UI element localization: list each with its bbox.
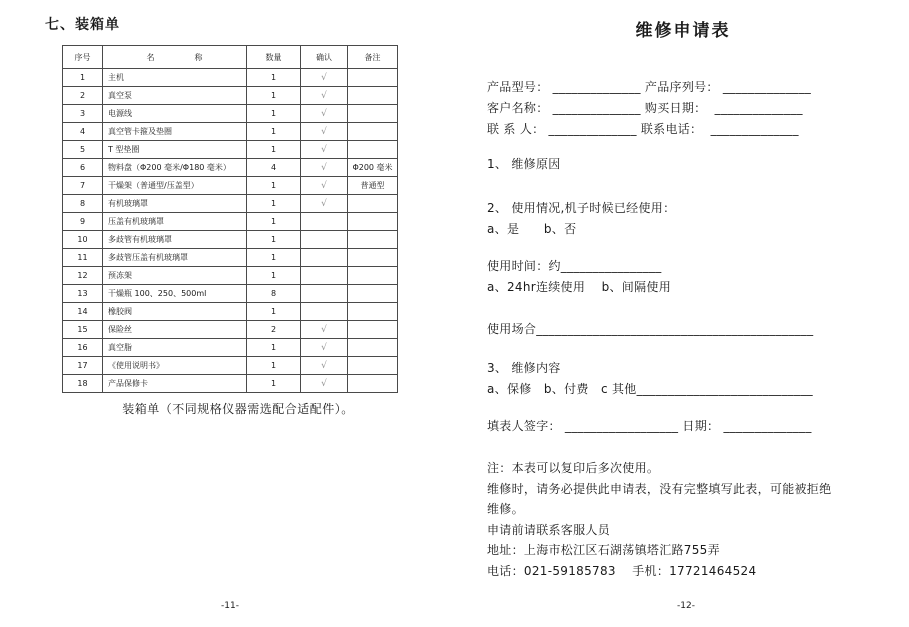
col-header-check: 确认 xyxy=(301,46,348,69)
item-qty-cell: 8 xyxy=(247,285,301,303)
row-no-cell: 3 xyxy=(63,105,103,123)
row-no-cell: 9 xyxy=(63,213,103,231)
item-qty-cell: 1 xyxy=(247,213,301,231)
item-remark-cell xyxy=(348,339,398,357)
page-number-left: -11- xyxy=(221,601,239,611)
item-qty-cell: 1 xyxy=(247,375,301,393)
table-row xyxy=(63,249,398,267)
section-heading: 七、装箱单 xyxy=(45,17,120,33)
item-check-cell xyxy=(301,303,348,321)
item-name-cell: 真空泵 xyxy=(103,87,247,105)
table-row xyxy=(63,141,398,159)
table-caption: 装箱单（不同规格仪器需选配合适配件）。 xyxy=(122,402,354,416)
address-line: 地址：上海市松江区石湖荡镇塔汇路755弄 xyxy=(487,543,720,557)
item-remark-cell xyxy=(348,87,398,105)
row-no-cell: 12 xyxy=(63,267,103,285)
table-row xyxy=(63,267,398,285)
item-remark-cell xyxy=(348,375,398,393)
item-remark-cell xyxy=(348,357,398,375)
row-no-cell: 2 xyxy=(63,87,103,105)
item-qty-cell: 1 xyxy=(247,141,301,159)
item-remark-cell xyxy=(348,231,398,249)
packing-table-body xyxy=(63,69,398,393)
item-remark-cell: 普通型 xyxy=(348,177,398,195)
item-remark-cell xyxy=(348,249,398,267)
item-name-cell: 干燥架（普通型/压盖型） xyxy=(103,177,247,195)
packing-table-header xyxy=(63,46,398,69)
row-no-cell: 16 xyxy=(63,339,103,357)
form-title: 维修申请表 xyxy=(635,21,731,41)
usage-time-block xyxy=(487,256,859,298)
table-row xyxy=(63,357,398,375)
table-row xyxy=(63,231,398,249)
item-remark-cell xyxy=(348,69,398,87)
table-row xyxy=(63,123,398,141)
item-name-cell: 产品保修卡 xyxy=(103,375,247,393)
row-no-cell: 6 xyxy=(63,159,103,177)
row-no-cell: 18 xyxy=(63,375,103,393)
item-qty-cell: 1 xyxy=(247,357,301,375)
item-check-cell: √ xyxy=(301,69,348,87)
usage-status-block xyxy=(487,198,859,240)
note-copy-line: 注：本表可以复印后多次使用。 xyxy=(487,461,660,475)
packing-list-table xyxy=(62,45,398,393)
page-right xyxy=(487,0,859,581)
item-check-cell: √ xyxy=(301,321,348,339)
col-header-remark: 备注 xyxy=(348,46,398,69)
table-row xyxy=(63,105,398,123)
item-qty-cell: 1 xyxy=(247,177,301,195)
item-name-cell: T 型垫圈 xyxy=(103,141,247,159)
item-check-cell: √ xyxy=(301,105,348,123)
item-qty-cell: 1 xyxy=(247,303,301,321)
item-qty-cell: 1 xyxy=(247,231,301,249)
item-remark-cell xyxy=(348,141,398,159)
repair-content-options: a、保修 b、付费 c 其他____________________________ xyxy=(487,382,813,396)
contact-person-line: 联 系 人： ______________ 联系电话： ______________ xyxy=(487,122,799,136)
item-remark-cell: Φ200 毫米 xyxy=(348,159,398,177)
item-qty-cell: 1 xyxy=(247,105,301,123)
note-contact-line: 申请前请联系客服人员 xyxy=(487,522,611,537)
item-name-cell: 真空管卡箍及垫圈 xyxy=(103,123,247,141)
repair-reason-title: 1、 维修原因 xyxy=(487,157,561,171)
row-no-cell: 8 xyxy=(63,195,103,213)
item-qty-cell: 1 xyxy=(247,195,301,213)
item-name-cell: 保险丝 xyxy=(103,321,247,339)
repair-content-block xyxy=(487,358,859,400)
header-row xyxy=(63,46,398,69)
row-no-cell: 13 xyxy=(63,285,103,303)
row-no-cell: 15 xyxy=(63,321,103,339)
phone-line: 电话：021-59185783 手机：17721464524 xyxy=(487,563,757,578)
item-name-cell: 有机玻璃罩 xyxy=(103,195,247,213)
item-qty-cell: 1 xyxy=(247,123,301,141)
col-header-no: 序号 xyxy=(63,46,103,69)
notes-block xyxy=(487,458,859,581)
item-check-cell xyxy=(301,267,348,285)
item-check-cell: √ xyxy=(301,87,348,105)
item-qty-cell: 1 xyxy=(247,339,301,357)
usage-place-line: 使用场合____________________________________________ xyxy=(487,322,814,336)
item-name-cell: 压盖有机玻璃罩 xyxy=(103,213,247,231)
item-name-cell: 物料盘（Φ200 毫米/Φ180 毫米） xyxy=(103,159,247,177)
customer-name-line: 客户名称： ______________ 购买日期： ______________ xyxy=(487,101,803,115)
item-remark-cell xyxy=(348,213,398,231)
item-name-cell: 主机 xyxy=(103,69,247,87)
row-no-cell: 4 xyxy=(63,123,103,141)
item-remark-cell xyxy=(348,303,398,321)
product-model-line: 产品型号： ______________ 产品序列号： ______________ xyxy=(487,80,812,94)
row-no-cell: 5 xyxy=(63,141,103,159)
table-row xyxy=(63,213,398,231)
col-header-qty: 数量 xyxy=(247,46,301,69)
table-row xyxy=(63,285,398,303)
item-check-cell: √ xyxy=(301,177,348,195)
table-row xyxy=(63,87,398,105)
item-check-cell: √ xyxy=(301,357,348,375)
item-name-cell: 干燥瓶 100、250、500ml xyxy=(103,285,247,303)
usage-time-options: a、24hr连续使用 b、间隔使用 xyxy=(487,280,671,294)
row-no-cell: 1 xyxy=(63,69,103,87)
item-check-cell: √ xyxy=(301,195,348,213)
table-row xyxy=(63,321,398,339)
usage-time-line: 使用时间：约________________ xyxy=(487,259,662,273)
item-qty-cell: 1 xyxy=(247,87,301,105)
item-qty-cell: 1 xyxy=(247,267,301,285)
item-check-cell: √ xyxy=(301,159,348,177)
item-qty-cell: 2 xyxy=(247,321,301,339)
item-check-cell: √ xyxy=(301,141,348,159)
note-required-line: 维修时，请务必提供此申请表，没有完整填写此表，可能被拒绝 xyxy=(487,481,832,496)
item-name-cell: 预冻架 xyxy=(103,267,247,285)
item-qty-cell: 1 xyxy=(247,249,301,267)
item-name-cell: 橡胶阀 xyxy=(103,303,247,321)
item-remark-cell xyxy=(348,267,398,285)
table-row xyxy=(63,303,398,321)
item-remark-cell xyxy=(348,285,398,303)
customer-info-block xyxy=(487,77,859,140)
table-row xyxy=(63,177,398,195)
item-check-cell xyxy=(301,231,348,249)
note-required-line2: 维修。 xyxy=(487,502,524,516)
item-name-cell: 多歧管有机玻璃罩 xyxy=(103,231,247,249)
repair-content-title: 3、 维修内容 xyxy=(487,361,561,375)
item-check-cell xyxy=(301,249,348,267)
row-no-cell: 10 xyxy=(63,231,103,249)
page-number-right: -12- xyxy=(677,601,695,611)
row-no-cell: 17 xyxy=(63,357,103,375)
item-qty-cell: 4 xyxy=(247,159,301,177)
item-remark-cell xyxy=(348,195,398,213)
item-check-cell: √ xyxy=(301,375,348,393)
page-left xyxy=(45,14,420,417)
table-row xyxy=(63,375,398,393)
item-qty-cell: 1 xyxy=(247,69,301,87)
table-row xyxy=(63,159,398,177)
table-row xyxy=(63,69,398,87)
row-no-cell: 7 xyxy=(63,177,103,195)
item-check-cell: √ xyxy=(301,339,348,357)
item-name-cell: 《使用说明书》 xyxy=(103,357,247,375)
item-name-cell: 电源线 xyxy=(103,105,247,123)
table-row xyxy=(63,339,398,357)
item-name-cell: 多歧管压盖有机玻璃罩 xyxy=(103,249,247,267)
item-check-cell: √ xyxy=(301,123,348,141)
item-remark-cell xyxy=(348,105,398,123)
usage-status-options: a、是 b、否 xyxy=(487,222,577,236)
usage-status-title: 2、 使用情况,机子时候已经使用： xyxy=(487,201,676,215)
item-remark-cell xyxy=(348,123,398,141)
signature-date-line: 填表人签字： __________________ 日期： ______________ xyxy=(487,419,812,433)
row-no-cell: 14 xyxy=(63,303,103,321)
item-remark-cell xyxy=(348,321,398,339)
row-no-cell: 11 xyxy=(63,249,103,267)
table-row xyxy=(63,195,398,213)
col-header-name: 名 称 xyxy=(103,46,247,69)
item-check-cell xyxy=(301,213,348,231)
item-name-cell: 真空脂 xyxy=(103,339,247,357)
item-check-cell xyxy=(301,285,348,303)
